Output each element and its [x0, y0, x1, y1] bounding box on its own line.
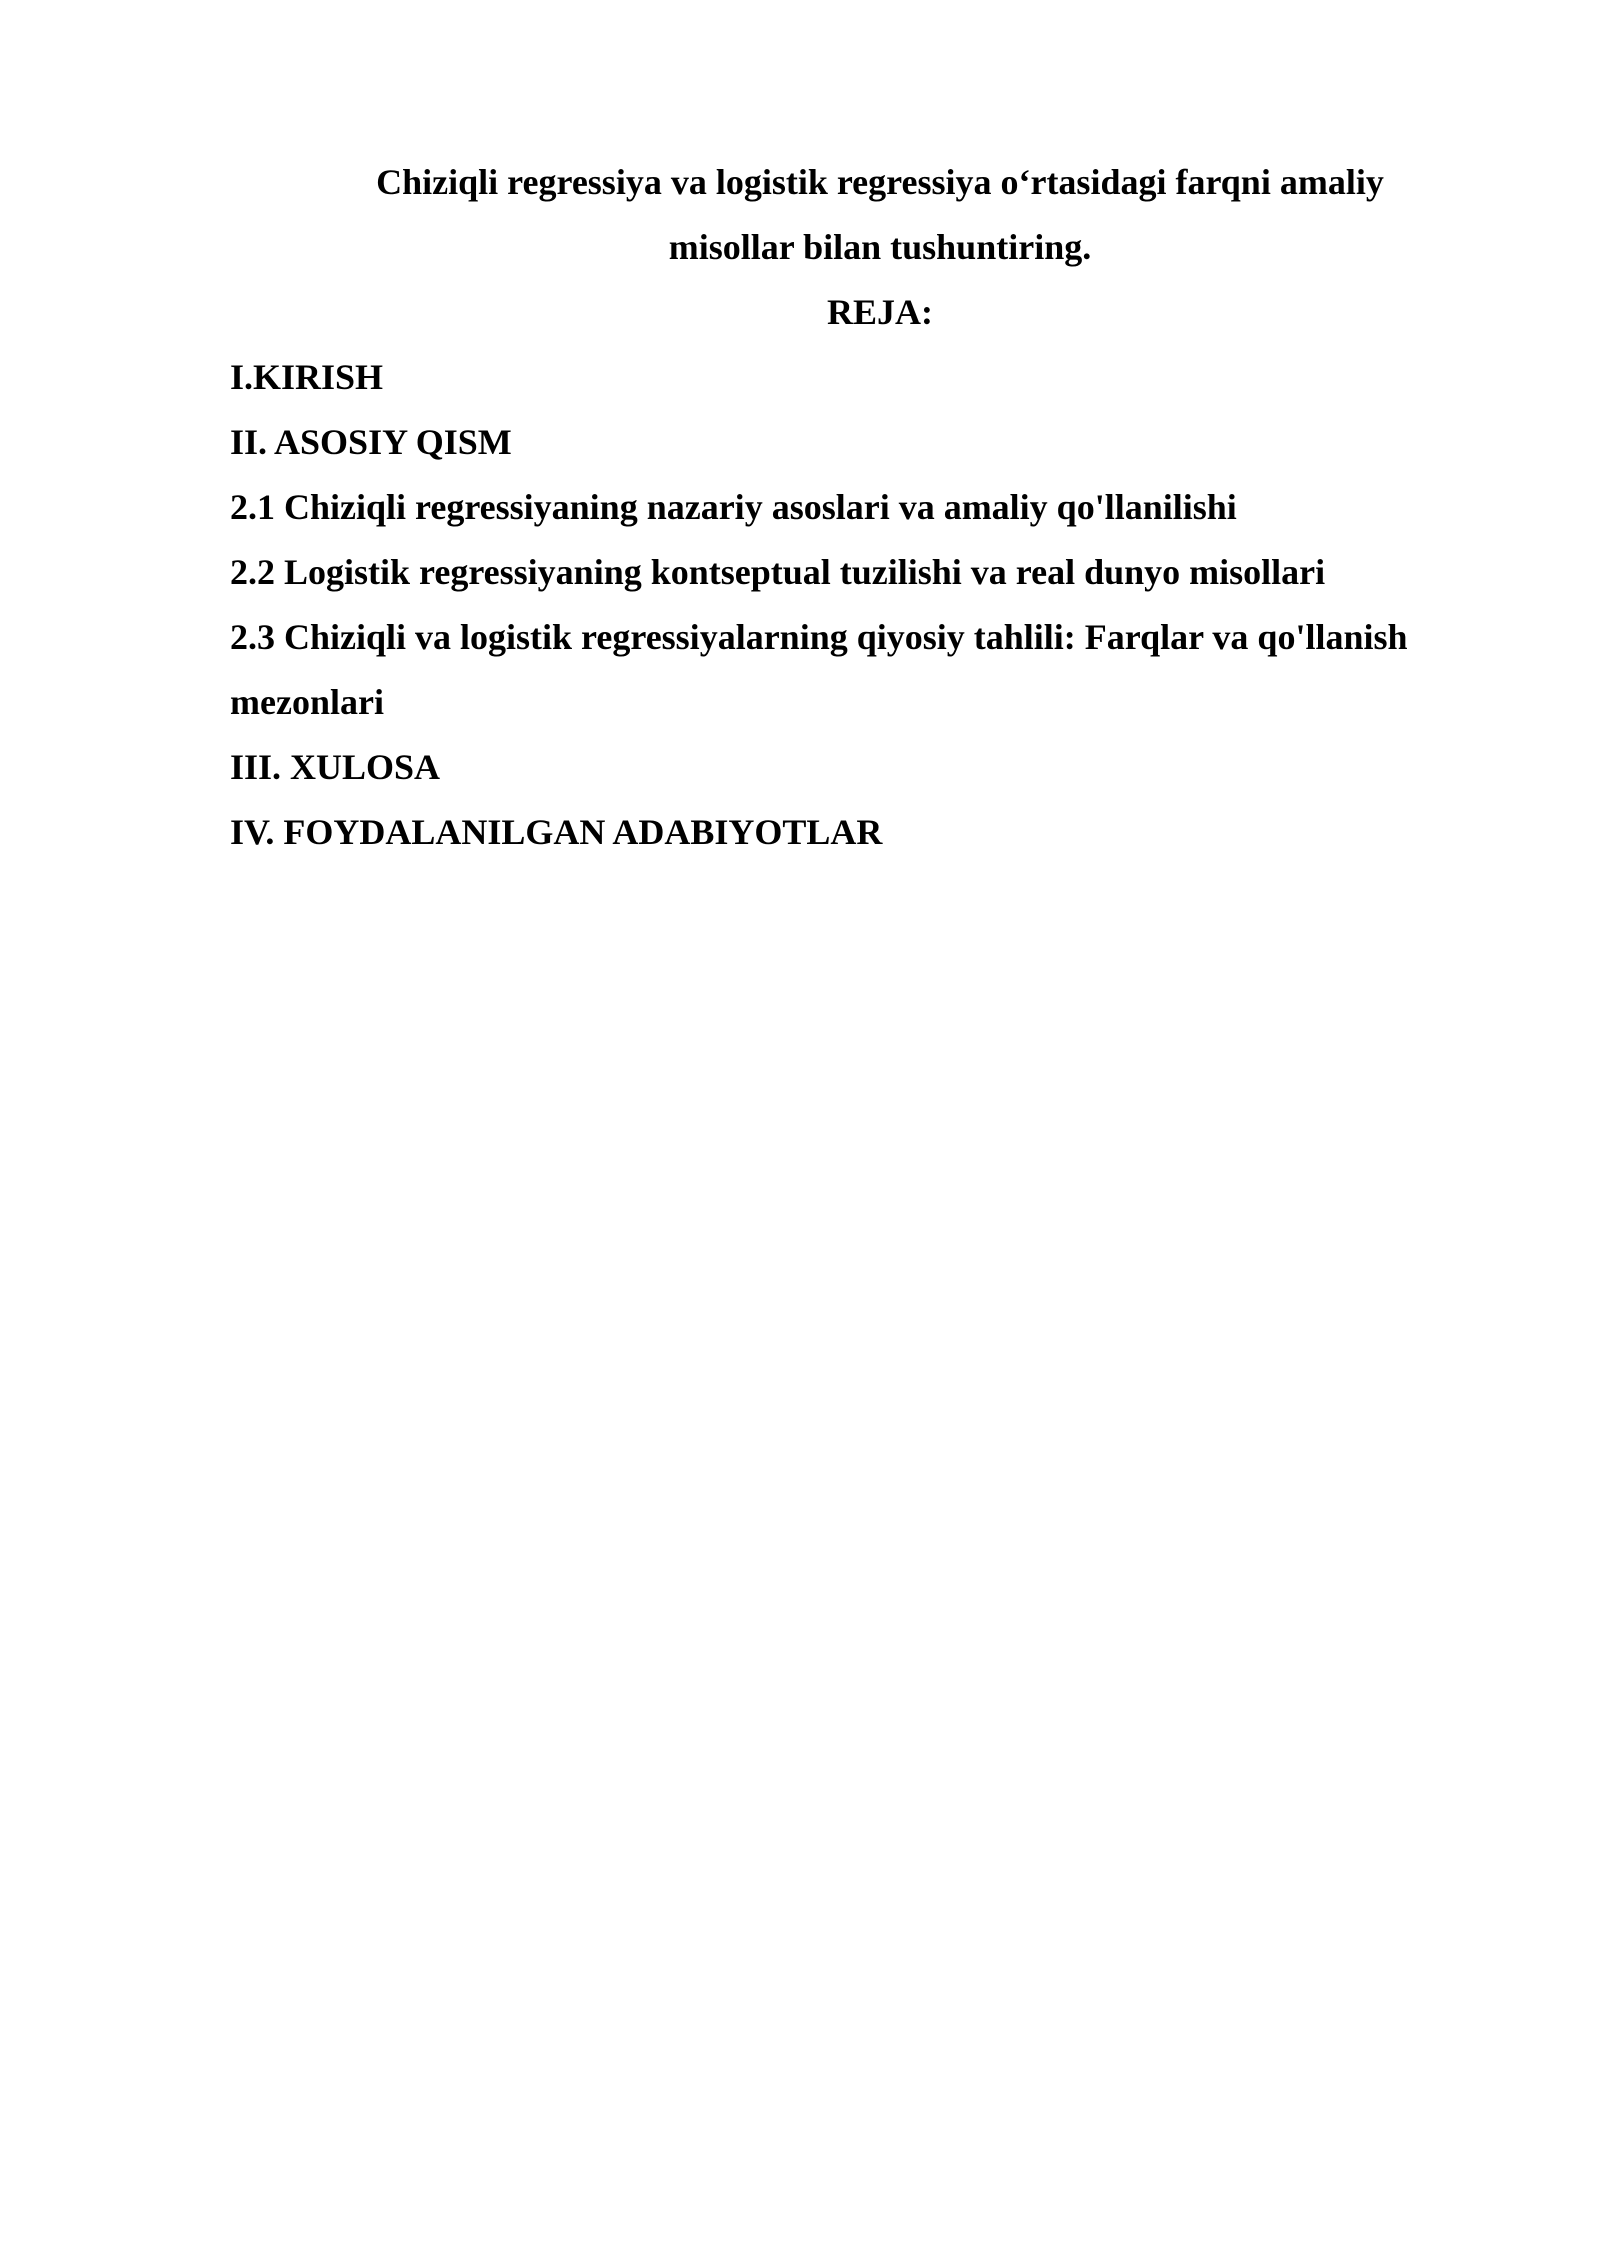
plan-item-references: IV. FOYDALANILGAN ADABIYOTLAR [230, 812, 883, 852]
title-line-2: misollar bilan tushuntiring. [668, 227, 1092, 267]
plan-item-main-part: II. ASOSIY QISM [230, 422, 512, 462]
title-line-1: Chiziqli regressiya va logistik regressiya o‘rtasidagi farqni amaliy [376, 162, 1384, 202]
plan-item-conclusion: III. XULOSA [230, 747, 441, 787]
plan-heading: REJA: [827, 292, 933, 332]
document-title [230, 150, 1480, 280]
plan-item-2-3: 2.3 Chiziqli va logistik regressiyalarning qiyosiy tahlili: Farqlar va qo'llanish mezonlari [230, 617, 1408, 722]
page-content [230, 150, 1480, 865]
plan-item-2-1: 2.1 Chiziqli regressiyaning nazariy asoslari va amaliy qo'llanilishi [230, 487, 1237, 527]
plan-item-introduction: I.KIRISH [230, 357, 384, 397]
plan-list [230, 345, 1480, 865]
plan-item-2-2: 2.2 Logistik regressiyaning kontseptual tuzilishi va real dunyo misollari [230, 552, 1326, 592]
